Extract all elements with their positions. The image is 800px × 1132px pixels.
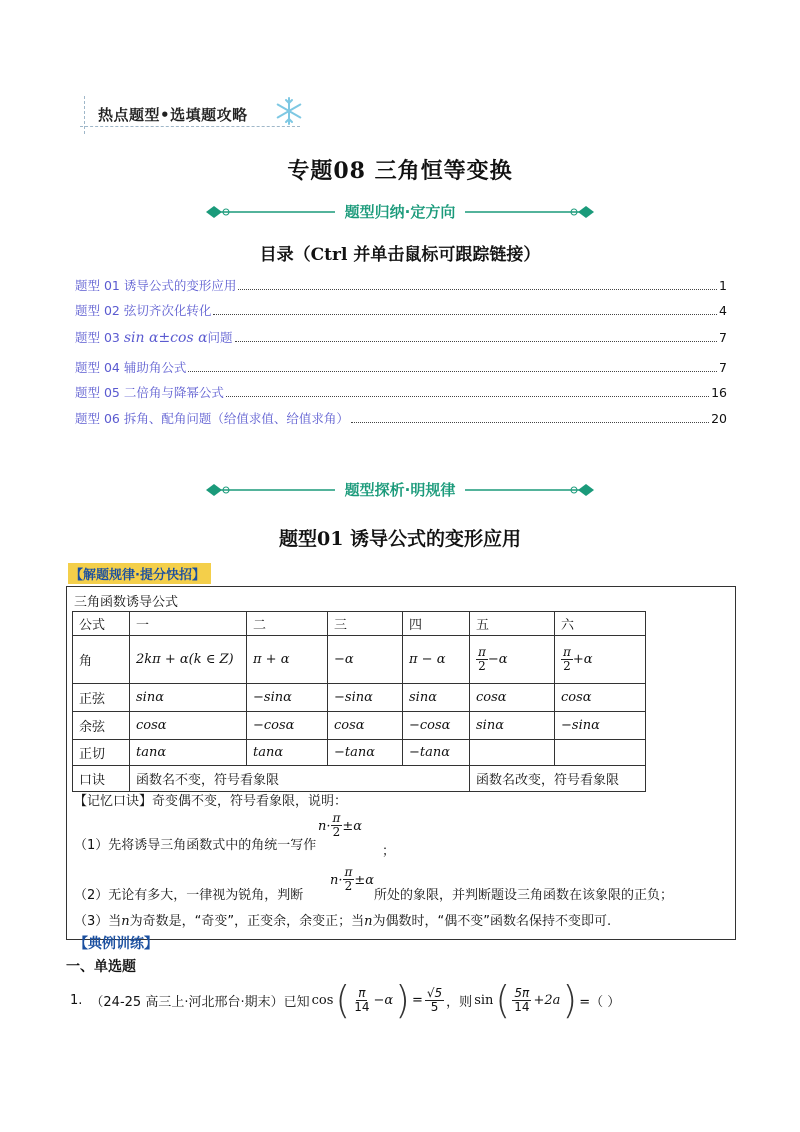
table-cell: tanα <box>130 740 247 766</box>
table-header-cell: 公式 <box>73 612 130 636</box>
note-line-1: （1）先将诱导三角函数式中的角统一写作 <box>74 838 317 853</box>
toc-item-6[interactable] <box>75 409 727 429</box>
toc-leader <box>226 396 709 397</box>
toc-item-label: 题型 04 辅助角公式 <box>75 360 187 375</box>
table-cell: tanα <box>247 740 328 766</box>
toc-item-5[interactable] <box>75 383 727 403</box>
table-row <box>73 712 646 740</box>
table-cell: sinα <box>130 684 247 712</box>
table-cell: cosα <box>328 712 403 740</box>
fraction: $\frac{5\pi}{14}$ <box>514 985 530 1014</box>
table-cell: 正弦 <box>73 684 130 712</box>
table-cell <box>555 740 646 766</box>
toc-page-number: 20 <box>711 411 727 426</box>
table-header-cell: 五 <box>470 612 555 636</box>
table-header-cell: 三 <box>328 612 403 636</box>
banner-classify <box>200 198 600 226</box>
table-row <box>73 740 646 766</box>
sub-heading: 一、单选题 <box>66 959 136 975</box>
table-cell: 函数名不变，符号看象限 <box>130 766 470 792</box>
toc-item-4[interactable] <box>75 358 727 378</box>
fraction: $\frac{\pi}{2}$ <box>332 811 341 839</box>
table-cell <box>470 740 555 766</box>
table-cell: cosα <box>130 712 247 740</box>
induction-formula-table <box>72 611 646 792</box>
tip-tag: 【解题规律·提分快招】 <box>68 563 211 584</box>
note-line-1-end: ； <box>382 844 396 859</box>
table-cell: sinα <box>470 712 555 740</box>
table-cell: π − α <box>403 636 470 684</box>
toc-leader <box>213 314 717 315</box>
banner-classify-text: 题型归纳·定方向 <box>335 203 466 221</box>
note-line-2-tail: 所处的象限，并判断题设三角函数在该象限的正负； <box>374 888 674 903</box>
toc-item-3[interactable] <box>75 328 727 348</box>
table-header-cell: 四 <box>403 612 470 636</box>
banner-analysis <box>200 476 600 504</box>
table-cell: $\frac{\pi}{2}$ +α <box>555 636 646 684</box>
table-cell: 口诀 <box>73 766 130 792</box>
table-cell: $\frac{\pi}{2}$ −α <box>470 636 555 684</box>
table-cell: sinα <box>403 684 470 712</box>
toc-item-label: 题型 05 二倍角与降幂公式 <box>75 385 224 400</box>
table-cell: 余弦 <box>73 712 130 740</box>
question-1: 1. （24-25 高三上·河北邢台·期末）已知 cos ( $\frac{\pi}{14}$ −α ) = $\frac{√5}{5}$ ，则 sin ( $\frac{5\pi}{14}$ +2a ) =（ ） <box>70 978 621 1022</box>
table-cell: cosα <box>555 684 646 712</box>
fraction: $\frac{√5}{5}$ <box>426 985 443 1014</box>
table-cell: π + α <box>247 636 328 684</box>
toc-page-number: 1 <box>719 278 727 293</box>
toc-leader <box>188 371 717 372</box>
table-cell: −cosα <box>403 712 470 740</box>
question-source: （24-25 高三上·河北邢台·期末）已知 <box>90 994 310 1010</box>
table-cell: −α <box>328 636 403 684</box>
table-row <box>73 612 646 636</box>
toc-title: 目录（Ctrl 并单击鼠标可跟踪链接） <box>259 245 541 265</box>
memo-line: 【记忆口诀】奇变偶不变，符号看象限，说明： <box>74 794 348 809</box>
toc-item-math: sin α±cos α <box>123 330 208 346</box>
toc-page-number: 4 <box>719 303 727 318</box>
table-cell: 2kπ + α(k ∈ Z) <box>130 636 247 684</box>
toc-leader <box>238 289 717 290</box>
toc-item-label: 题型 06 拆角、配角问题（给值求值、给值求角） <box>75 411 349 426</box>
toc-leader <box>235 341 718 342</box>
fraction: $\frac{\pi}{2}$ <box>478 645 486 673</box>
formula-n-pi-over-2: n· $\frac{\pi}{2}$ ±α <box>330 865 375 893</box>
fraction: $\frac{\pi}{14}$ <box>354 985 370 1014</box>
toc-page-number: 16 <box>711 385 727 400</box>
fraction: $\frac{\pi}{2}$ <box>563 645 571 673</box>
table-cell: 函数名改变，符号看象限 <box>470 766 646 792</box>
question-number: 1. <box>70 992 83 1008</box>
header-decoration-line <box>84 96 85 134</box>
example-tag: 【典例训练】 <box>74 936 158 952</box>
toc-item-label: 题型 02 弦切齐次化转化 <box>75 303 212 318</box>
section-title: 题型01 诱导公式的变形应用 <box>278 528 522 550</box>
table-cell: −sinα <box>328 684 403 712</box>
box-caption: 三角函数诱导公式 <box>74 595 179 610</box>
table-cell: −sinα <box>555 712 646 740</box>
header-label: 热点题型•选填题攻略 <box>98 106 248 124</box>
page-title: 专题08 三角恒等变换 <box>287 158 513 184</box>
table-header-cell: 一 <box>130 612 247 636</box>
table-cell: 角 <box>73 636 130 684</box>
toc-leader <box>351 422 709 423</box>
table-cell: −tanα <box>403 740 470 766</box>
toc-page-number: 7 <box>719 330 727 345</box>
toc-page-number: 7 <box>719 360 727 375</box>
table-cell: 正切 <box>73 740 130 766</box>
table-row <box>73 766 646 792</box>
table-header-cell: 六 <box>555 612 646 636</box>
toc-item-label: 题型 01 诱导公式的变形应用 <box>75 278 237 293</box>
table-row <box>73 636 646 684</box>
table-header-cell: 二 <box>247 612 328 636</box>
banner-analysis-text: 题型探析·明规律 <box>335 481 466 499</box>
toc-item-2[interactable] <box>75 301 727 321</box>
note-line-2: （2）无论有多大，一律视为锐角，判断 <box>74 888 304 903</box>
fraction: $\frac{\pi}{2}$ <box>344 865 353 893</box>
header-underline <box>80 126 300 127</box>
note-line-3: （3）当n为奇数是，“奇变”，正变余，余变正；当n为偶数时，“偶不变”函数名保持不变即可. <box>74 914 612 929</box>
snowflake-icon <box>274 96 304 126</box>
table-cell: −tanα <box>328 740 403 766</box>
table-cell: −sinα <box>247 684 328 712</box>
table-row <box>73 684 646 712</box>
toc-item-label: 题型 03 sin α±cos α问题 <box>75 330 233 346</box>
table-cell: cosα <box>470 684 555 712</box>
toc-item-1[interactable] <box>75 276 727 296</box>
formula-n-pi-over-2: n· $\frac{\pi}{2}$ ±α <box>318 811 363 839</box>
table-cell: −cosα <box>247 712 328 740</box>
